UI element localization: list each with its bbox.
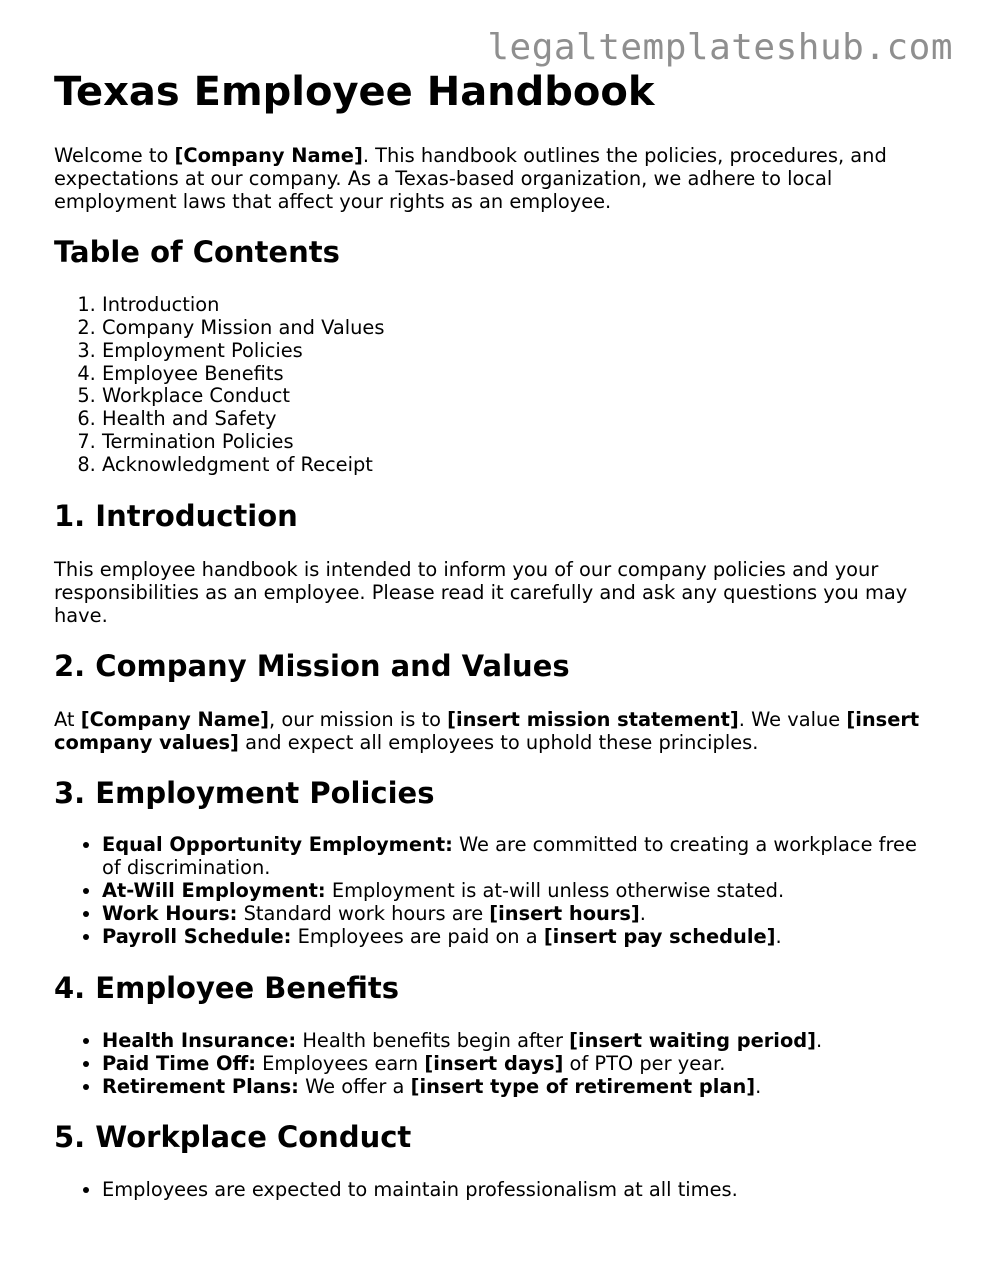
list-item (102, 834, 927, 880)
section-heading-employee-benefits: 4. Employee Benefits (54, 970, 399, 1005)
item-text: Employees earn (255, 1051, 425, 1075)
item-text: We are committed to creating a workplace free of discrimination. (102, 833, 917, 880)
item-placeholder: [insert hours] (489, 902, 640, 926)
intro-text: . This handbook outlines the policies, procedures, and expectations at our company. As a Texas-based organization, we adhere to local employment laws that affect your rights as an employee. (54, 144, 887, 213)
list-item (102, 1030, 927, 1053)
item-label: Work Hours: (102, 902, 238, 926)
mission-text: At (54, 707, 81, 731)
company-name-placeholder: [Company Name] (80, 707, 270, 731)
company-name-placeholder: [Company Name] (174, 144, 363, 167)
toc-item: 1. Introduction (102, 294, 927, 317)
toc-item: 5. Workplace Conduct (102, 385, 927, 408)
workplace-conduct-list (54, 1179, 927, 1202)
item-text: . (755, 1074, 762, 1098)
item-label: Payroll Schedule: (102, 925, 292, 949)
item-placeholder: [insert days] (424, 1051, 564, 1075)
employee-benefits-list (54, 1030, 927, 1099)
toc-item: 6. Health and Safety (102, 408, 927, 431)
item-text: Employees are paid on a (291, 925, 544, 949)
item-text: Health benefits begin after (296, 1028, 570, 1052)
toc-list (54, 294, 927, 477)
mission-paragraph (54, 708, 927, 754)
toc-item: 2. Company Mission and Values (102, 317, 927, 340)
employment-policies-list (54, 834, 927, 949)
section-heading-employment-policies: 3. Employment Policies (54, 775, 435, 810)
mission-statement-placeholder: [insert mission statement] (447, 707, 739, 731)
item-label: Retirement Plans: (102, 1074, 299, 1098)
list-item (102, 1053, 927, 1076)
item-text: Employment is at-will unless otherwise stated. (325, 879, 785, 903)
item-placeholder: [insert pay schedule] (543, 925, 776, 949)
item-label: Equal Opportunity Employment: (102, 833, 453, 857)
toc-item: 7. Termination Policies (102, 431, 927, 454)
mission-text: and expect all employees to uphold these principles. (238, 730, 759, 754)
list-item (102, 1076, 927, 1099)
toc-item: 3. Employment Policies (102, 340, 927, 363)
item-placeholder: [insert type of retirement plan] (410, 1074, 756, 1098)
section-heading-introduction: 1. Introduction (54, 499, 298, 534)
introduction-paragraph: This employee handbook is intended to inform you of our company policies and your responsibilities as an employee. Please read it carefully and ask any questions you may have. (54, 557, 908, 627)
section-heading-workplace-conduct: 5. Workplace Conduct (54, 1120, 412, 1155)
item-text: Standard work hours are (237, 902, 490, 926)
item-text: of PTO per year. (563, 1051, 726, 1075)
list-item (102, 926, 927, 949)
item-text: We offer a (298, 1074, 411, 1098)
item-label: At-Will Employment: (102, 879, 326, 903)
item-text: . (775, 925, 782, 949)
company-values-placeholder: [insert company values] (54, 707, 920, 754)
toc-heading: Table of Contents (54, 235, 340, 269)
item-label: Paid Time Off: (102, 1051, 256, 1075)
page-title: Texas Employee Handbook (54, 69, 655, 115)
mission-text: , our mission is to (269, 707, 448, 731)
toc-item: 8. Acknowledgment of Receipt (102, 454, 927, 477)
item-placeholder: [insert waiting period] (569, 1028, 817, 1052)
intro-paragraph (54, 144, 927, 213)
list-item: • Employees are expected to maintain professionalism at all times. (102, 1179, 927, 1202)
watermark: legaltemplateshub.com (487, 27, 953, 68)
intro-text: Welcome to (54, 144, 175, 167)
mission-text: . We value (738, 707, 847, 731)
item-text: . (639, 902, 646, 926)
toc-item: 4. Employee Benefits (102, 363, 927, 386)
section-heading-mission: 2. Company Mission and Values (54, 648, 570, 683)
item-text: . (816, 1028, 823, 1052)
list-item (102, 903, 927, 926)
list-item (102, 880, 927, 903)
item-label: Health Insurance: (102, 1028, 297, 1052)
